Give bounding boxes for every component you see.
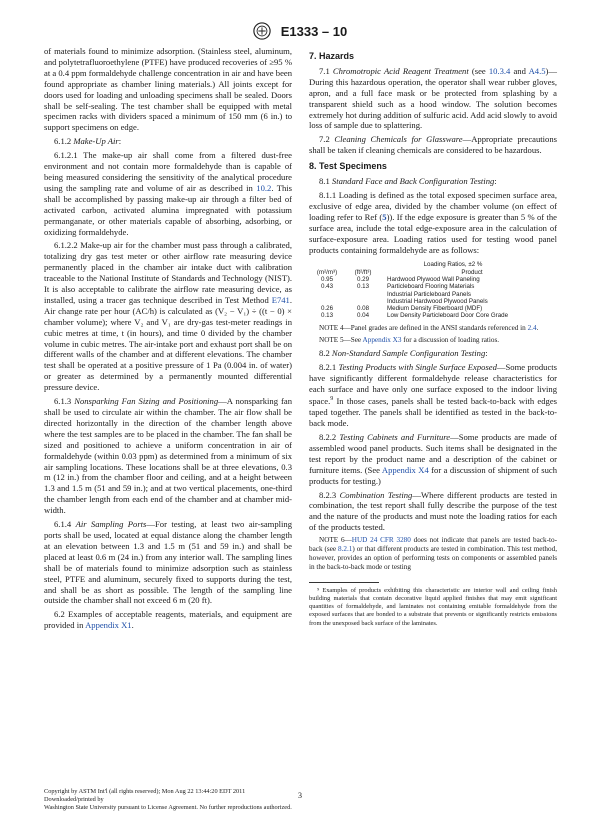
table-header-m2m3: (m²/m³): [316, 268, 338, 276]
paragraph-7-1: 7.1 Chromotropic Acid Reagent Treatment (see 10.3.4 and A4.5)—During this hazardous operation, the operator shall wear rubber gloves, apron, and a full face mask or be protected from splashing by a transparent shield such as a hood window. The solution becomes extremely hot during addition of sulfuric acid. Add acid slowly to avoid loss of sample due to splattering.: [309, 65, 558, 131]
left-column: [44, 46, 292, 634]
paragraph-7-2: 7.2 Cleaning Chemicals for Glassware—Appropriate precautions shall be taken if cleaning chemicals are considered to be hazardous.: [309, 134, 557, 156]
table-row: 0.13 0.04 Low Density Particleboard Door Core Grade: [320, 312, 509, 320]
link-appendix-x3[interactable]: Appendix X3: [362, 335, 402, 344]
right-column: [309, 46, 557, 631]
link-hud-24-cfr-3280[interactable]: HUD 24 CFR 3280: [351, 536, 411, 545]
paragraph-8-2-1: 8.2.1 Testing Products with Single Surface Exposed—Some products have significantly different formaldehyde release characteristics for each surface and have only one surface exposed to the indoor living space.$^9$ In those cases, panels shall be tested back-to-back with edges taped together. The panels shall be identified as tested in the back-to-back mode.: [309, 361, 557, 429]
note-6: NOTE 6—HUD 24 CFR 3280 does not indicate that panels are tested back-to-back (see 8.2.1) or that different products are tested in combination. This test method, however, provides an option of performing tests on components or assembled panels in the back-to-back mode or testing: [309, 536, 558, 572]
paragraph-6-1-4: 6.1.4 Air Sampling Ports—For testing, at least two air-sampling ports shall be used, located at equal distance along the chamber length at an elevation between 1.3 and 1.5 m (51 and 59 in.) and shall be placed at least 0.6 m (24 in.) from any interior wall. The sampling lines shall be of materials found to minimize adsorption such as stainless steel, PTFE and aluminum, securely fixed to supports during the test, and shall be as short as possible. The length of the sampling line outside the chamber shall not exceed 6 m (20 ft).: [44, 519, 292, 606]
link-a4-5[interactable]: A4.5: [528, 65, 546, 76]
footer-line-license: Washington State University pursuant to License Agreement. No further reproductions authorized.: [44, 804, 292, 811]
footnote-9: ⁹ Examples of products exhibiting this characteristic are interior wall and ceiling finish building materials that contain decorative liquid applied finishes that may emit significant quantities of formaldehyde, and laminates not containing emitable formaldehyde from the exposed surfaces that are bonded to a substrate that prevents or significantly restricts emissions from the unexposed back surface of the laminates.: [309, 587, 557, 627]
page-number: 3: [298, 791, 302, 800]
table-row: 0.95 0.29 Hardwood Plywood Wall Paneling: [320, 276, 480, 283]
table-row: 0.26 0.08 Medium Density Fiberboard (MDF): [320, 305, 483, 313]
section-6-1-2-heading: 6.1.2 Make-Up Air:: [54, 136, 122, 147]
table-row: Industrial Particleboard Panels: [387, 290, 471, 298]
page-header: [0, 22, 600, 40]
note-4: NOTE 4—Panel grades are defined in the ANSI standards referenced in 2.4.: [319, 323, 539, 332]
table-title: Loading Ratios, ±2 %: [423, 261, 483, 269]
table-row: Industrial Hardwood Plywood Panels: [387, 297, 488, 305]
link-10-2[interactable]: 10.2: [256, 182, 272, 193]
footnote-marker[interactable]: 9: [330, 396, 334, 403]
section-7-heading: 7. Hazards: [309, 51, 355, 61]
astm-logo-icon: [253, 22, 271, 40]
table-header-product: Product: [461, 268, 483, 276]
paragraph-6-2: 6.2 Examples of acceptable reagents, materials, and equipment are provided in Appendix X1.: [44, 609, 292, 631]
reference-5-link[interactable]: 5: [382, 211, 387, 222]
paragraph-6-1-3: 6.1.3 Nonsparking Fan Sizing and Positioning—A nonsparking fan shall be used to circulate air within the chamber. The air flow shall be directed horizontally in the direction of the chamber length above where the test samples are to be placed in the chamber. The fan shall be sized and positioned to achieve a uniform concentration in air of formaldehyde (within 0.03 ppm) as determined from a minimum of six air sampling locations. These locations shall be at three elevations, 0.3 m (12 in.) from the chamber floor and ceiling, and at a height between 1.3 and 1.5 m (51 and 59 in.); and at two vertical placements, one-third the chamber length from each end of the chamber and at chamber mid-width.: [44, 396, 292, 516]
section-8-1-heading: 8.1 Standard Face and Back Configuration Testing:: [319, 176, 497, 187]
footnote-divider: [309, 582, 379, 583]
link-2-4[interactable]: 2.4: [527, 323, 537, 332]
paragraph-6-1-2-2: 6.1.2.2 Make-up air for the chamber must pass through a calibrated, totalizing dry gas test meter or other airflow rate measuring device permanently placed in the chamber air intake duct with calibration traceable to the National Institute of Standards and Technology (NIST). It is also acceptable to calibrate the airflow rate measuring device, as installed, using a tracer gas technique described in Test Method E741. Air change rate per hour (AC/h) is calculated as (V₂ − V₁) ÷ ((t − 0) × chamber volume); where V₂ and V₁ are dry-gas test-meter readings in cubic metres at time, t (in hours), and time 0 divided by the chamber volume in cubic metres. The air-intake port and exhaust port shall be on different walls of the chamber and at different elevations. The chamber test shall be operated at a positive pressure of 1 Pa (0.004 in. of water) or greater as determined by a permanently mounted differential pressure device.: [44, 240, 292, 393]
footer-line-downloaded: Downloaded/printed by: [44, 796, 104, 803]
link-8-2-1[interactable]: 8.2.1: [338, 545, 353, 554]
paragraph-8-1-1: 8.1.1 Loading is defined as the total exposed specimen surface area, exclusive of edge area, divided by the chamber volume (on effect of loading refer to Ref (5)). If the edge exposure is greater than 5 % of the surface area, include the total edge-exposure area in the calculation of surface-exposure area. Loading ratios used for testing wood panel products containing formaldehyde are as follows:: [309, 189, 557, 255]
link-e741[interactable]: E741: [271, 294, 290, 305]
loading-ratios-table: [309, 261, 557, 319]
table-header-ft2ft3: (ft²/ft³): [354, 268, 372, 276]
link-appendix-x4[interactable]: Appendix X4: [381, 464, 429, 475]
note-5: NOTE 5—See Appendix X3 for a discussion of loading ratios.: [319, 335, 500, 344]
paragraph-chamber-materials: of materials found to minimize adsorption. (Stainless steel, aluminum, and polytetrafluoroethylene (PTFE) have produced recoveries of ≥95 % at a 0.4 ppm formaldehyde challenge concentration in air and have been found appropriate as chamber lining materials.) All joints except for doors used for loading and unloading specimens shall be sealed. Doors shall be self-sealing. The test chamber shall be equipped with metal specimen racks with dividers spaced a minimum of 150 mm (6 in.) to support specimens on edge.: [44, 46, 292, 133]
paragraph-8-2-2: 8.2.2 Testing Cabinets and Furniture—Some products are made of assembled wood panel products. Such items shall be designated in the test report by the product name and a description of the cabinet or furniture items. (See Appendix X4 for a discussion of shipment of such products for testing.): [309, 431, 557, 486]
link-10-3-4[interactable]: 10.3.4: [488, 65, 511, 76]
table-row: 0.43 0.13 Particleboard Flooring Materials: [320, 283, 475, 291]
document-designation: E1333 – 10: [280, 23, 348, 39]
footer-line-copyright: Copyright by ASTM Int'l (all rights reserved); Mon Aug 22 13:44:20 EDT 2011: [44, 788, 246, 795]
link-appendix-x1[interactable]: Appendix X1: [85, 620, 132, 631]
section-8-2-heading: 8.2 Non-Standard Sample Configuration Testing:: [319, 347, 488, 358]
paragraph-8-2-3: 8.2.3 Combination Testing—Where different products are tested in combination, the test report shall fully describe the purpose of the test and the nature of the products and must note the loading ratios for each of the products tested.: [309, 489, 557, 533]
paragraph-6-1-2-1: 6.1.2.1 The make-up air shall come from a filtered dust-free environment and not contain more formaldehyde than is capable of being measured considering the sensitivity of the analytical procedure using the sampling rate and volume of air as described in 10.2. This shall be accomplished by passing make-up air through a filter bed of activated carbon, activated alumina impregnated with potassium permanganate, or other materials capable of absorbing, adsorbing, or oxidizing formaldehyde.: [44, 150, 292, 237]
section-8-heading: 8. Test Specimens: [309, 161, 387, 172]
